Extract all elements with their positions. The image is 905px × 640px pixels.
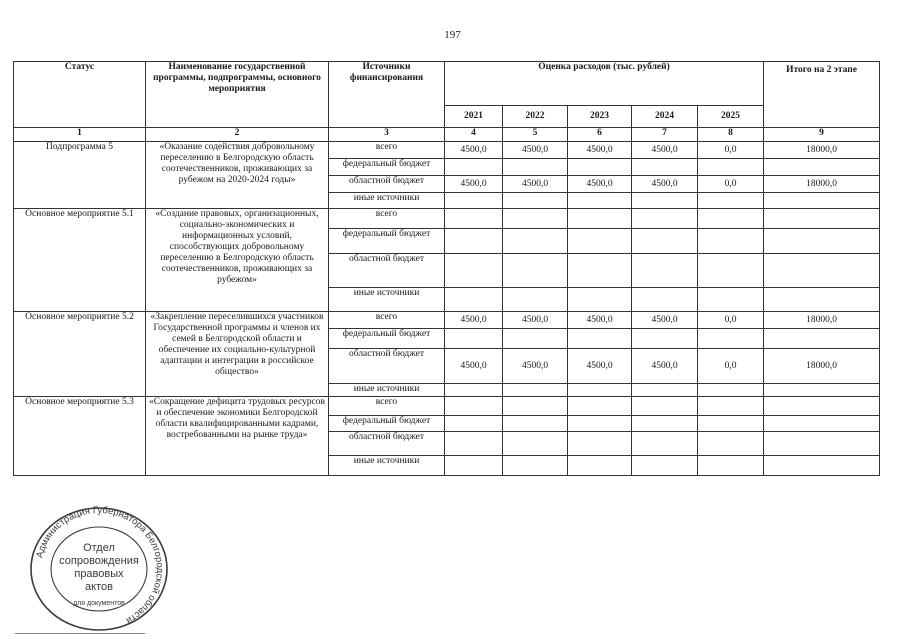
value-cell [698,416,764,432]
value-cell [632,384,698,397]
column-number: 7 [632,128,698,142]
stamp-line: Отдел [83,542,115,554]
total-cell [764,432,880,456]
total-cell [764,384,880,397]
header-year: 2022 [503,106,568,128]
value-cell [503,397,568,416]
stamp-ring-text: Администрация Губернатора Белгородской области [34,505,166,626]
total-cell [764,416,880,432]
value-cell [503,159,568,176]
value-cell [503,254,568,288]
header-year: 2023 [568,106,632,128]
value-cell: 0,0 [698,349,764,384]
value-cell [568,432,632,456]
stamp-line: сопровождения [59,555,139,567]
source-label: иные источники [329,456,445,476]
source-label: областной бюджет [329,254,445,288]
value-cell: 4500,0 [445,312,503,329]
value-cell: 4500,0 [503,349,568,384]
value-cell [445,254,503,288]
source-label: областной бюджет [329,349,445,384]
page-number: 197 [444,29,461,41]
source-label: всего [329,209,445,229]
value-cell [503,329,568,349]
value-cell [698,193,764,209]
header-year: 2024 [632,106,698,128]
column-number: 9 [764,128,880,142]
table-row [14,397,880,416]
total-cell [764,288,880,312]
header-year: 2025 [698,106,764,128]
value-cell [698,288,764,312]
value-cell [445,397,503,416]
column-number: 2 [146,128,329,142]
value-cell: 4500,0 [445,349,503,384]
value-cell [568,159,632,176]
value-cell [698,209,764,229]
source-label: всего [329,312,445,329]
header-status: Статус [14,62,146,128]
stamp-line: актов [85,581,113,593]
total-cell [764,397,880,416]
row-status: Основное мероприятие 5.1 [14,209,146,312]
value-cell [632,254,698,288]
table-body [14,142,880,476]
row-name: «Оказание содействия добровольному переселению в Белгородскую область соотечественников, проживающих за рубежом на 2020-2024 годы» [146,142,329,209]
value-cell [568,288,632,312]
value-cell [445,329,503,349]
column-number: 6 [568,128,632,142]
value-cell: 4500,0 [632,176,698,193]
source-label: областной бюджет [329,432,445,456]
column-number: 4 [445,128,503,142]
header-sources: Источники финансирования [329,62,445,128]
source-label: иные источники [329,384,445,397]
value-cell [445,416,503,432]
source-label: федеральный бюджет [329,329,445,349]
total-cell [764,254,880,288]
header-estimate: Оценка расходов (тыс. рублей) [445,62,764,106]
source-label: иные источники [329,193,445,209]
value-cell: 4500,0 [568,349,632,384]
value-cell [503,416,568,432]
value-cell: 4500,0 [503,176,568,193]
total-cell [764,329,880,349]
header-year: 2021 [445,106,503,128]
table-header [14,62,880,142]
total-cell: 18000,0 [764,312,880,329]
total-cell [764,193,880,209]
value-cell [503,288,568,312]
value-cell [632,416,698,432]
value-cell [445,193,503,209]
column-number: 1 [14,128,146,142]
value-cell: 0,0 [698,176,764,193]
value-cell [445,384,503,397]
value-cell [632,209,698,229]
table-row [14,209,880,229]
value-cell [568,456,632,476]
value-cell [445,288,503,312]
value-cell [698,159,764,176]
total-cell: 18000,0 [764,142,880,159]
budget-table [13,61,880,476]
value-cell [698,329,764,349]
value-cell [698,456,764,476]
source-label: областной бюджет [329,176,445,193]
value-cell: 0,0 [698,312,764,329]
value-cell [568,397,632,416]
total-cell [764,229,880,254]
value-cell [568,209,632,229]
header-name: Наименование государственной программы, подпрограммы, основного мероприятия [146,62,329,128]
row-name: «Создание правовых, организационных, социально-экономических и информационных условий, способствующих добровольному переселению в Белгородскую область соотечественников, проживающих за рубежом» [146,209,329,312]
value-cell [632,288,698,312]
table-row [14,312,880,329]
value-cell: 4500,0 [503,142,568,159]
column-number: 5 [503,128,568,142]
value-cell: 4500,0 [568,142,632,159]
value-cell: 0,0 [698,142,764,159]
value-cell [503,229,568,254]
row-name: «Закрепление переселившихся участников Государственной программы и членов их семей в Белгородской области и обеспечение их социально-культурной адаптации и интеграции в российское общество» [146,312,329,397]
table-row [14,142,880,159]
value-cell [568,254,632,288]
official-stamp [28,505,170,633]
value-cell: 4500,0 [503,312,568,329]
value-cell [503,193,568,209]
value-cell [445,209,503,229]
source-label: всего [329,142,445,159]
bottom-rule [15,633,145,634]
value-cell [568,329,632,349]
value-cell [632,193,698,209]
value-cell [568,384,632,397]
source-label: федеральный бюджет [329,416,445,432]
header-total: Итого на 2 этапе [764,62,880,128]
total-cell [764,456,880,476]
value-cell [632,397,698,416]
value-cell [698,384,764,397]
total-cell: 18000,0 [764,349,880,384]
row-status: Основное мероприятие 5.3 [14,397,146,476]
stamp-line: правовых [74,568,124,580]
value-cell [568,416,632,432]
value-cell: 4500,0 [632,142,698,159]
value-cell [503,384,568,397]
value-cell [632,456,698,476]
value-cell [698,432,764,456]
value-cell [445,159,503,176]
value-cell [503,432,568,456]
value-cell [632,329,698,349]
value-cell: 4500,0 [445,176,503,193]
total-cell [764,159,880,176]
column-number: 8 [698,128,764,142]
stamp-bottom-text: для документов [73,600,125,607]
value-cell [632,159,698,176]
value-cell [445,456,503,476]
value-cell [568,229,632,254]
row-status: Основное мероприятие 5.2 [14,312,146,397]
value-cell: 4500,0 [568,312,632,329]
source-label: федеральный бюджет [329,159,445,176]
source-label: всего [329,397,445,416]
value-cell: 4500,0 [568,176,632,193]
value-cell [445,229,503,254]
total-cell [764,209,880,229]
total-cell: 18000,0 [764,176,880,193]
source-label: иные источники [329,288,445,312]
row-status: Подпрограмма 5 [14,142,146,209]
value-cell [698,397,764,416]
value-cell [568,193,632,209]
value-cell [503,456,568,476]
value-cell [698,229,764,254]
value-cell: 4500,0 [632,349,698,384]
source-label: федеральный бюджет [329,229,445,254]
value-cell: 4500,0 [632,312,698,329]
value-cell [503,209,568,229]
value-cell: 4500,0 [445,142,503,159]
value-cell [445,432,503,456]
value-cell [698,254,764,288]
row-name: «Сокращение дефицита трудовых ресурсов и обеспечение экономики Белгородской области квалифицированными кадрами, востребованными на рынке труда» [146,397,329,476]
value-cell [632,229,698,254]
column-number: 3 [329,128,445,142]
value-cell [632,432,698,456]
